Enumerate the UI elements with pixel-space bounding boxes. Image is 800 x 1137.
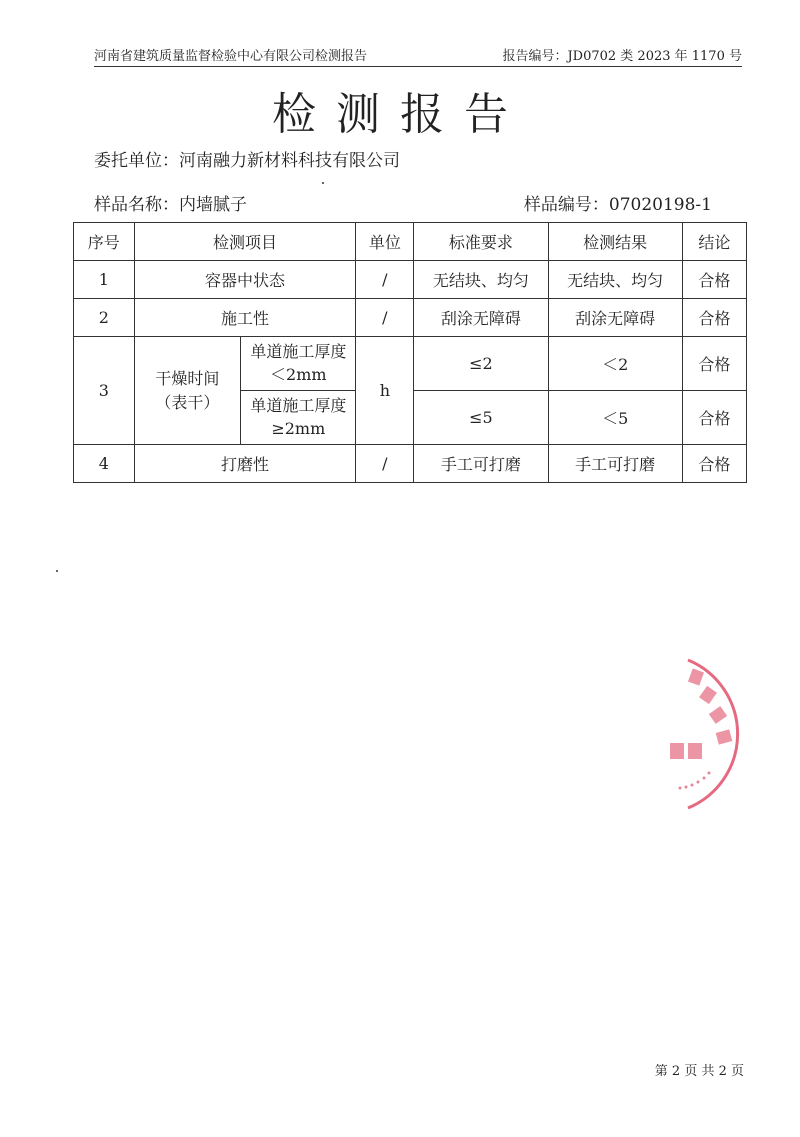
cell-conclusion: 合格 bbox=[682, 337, 746, 391]
cell-result: 刮涂无障碍 bbox=[548, 299, 682, 337]
cell-conclusion: 合格 bbox=[682, 391, 746, 445]
table-row bbox=[74, 445, 747, 483]
header-unit: 单位 bbox=[356, 223, 414, 261]
header-item: 检测项目 bbox=[134, 223, 356, 261]
cell-conclusion: 合格 bbox=[682, 299, 746, 337]
cell-std: 手工可打磨 bbox=[414, 445, 548, 483]
cell-unit: h bbox=[356, 337, 414, 445]
sample-name-value: 内墙腻子 bbox=[179, 195, 247, 215]
test-results-table bbox=[73, 222, 747, 483]
client-line bbox=[94, 146, 400, 171]
sample-line bbox=[94, 190, 712, 215]
page-title: 检测报告 bbox=[272, 89, 528, 140]
table-row bbox=[74, 337, 747, 391]
table-header-row bbox=[74, 223, 747, 261]
table-row bbox=[74, 261, 747, 299]
cell-result: 无结块、均匀 bbox=[548, 261, 682, 299]
cell-unit: / bbox=[356, 299, 414, 337]
cell-item: 打磨性 bbox=[134, 445, 356, 483]
cell-result: ＜2 bbox=[548, 337, 682, 391]
official-seal bbox=[640, 648, 770, 818]
header-report-no: 报告编号：JD0702 类 2023 年 1170 号 bbox=[502, 49, 742, 64]
client-value: 河南融力新材料科技有限公司 bbox=[179, 151, 400, 171]
cell-std: 刮涂无障碍 bbox=[414, 299, 548, 337]
header-seq: 序号 bbox=[74, 223, 135, 261]
page-number: 第 2 页 共 2 页 bbox=[654, 1064, 744, 1079]
cell-std: 无结块、均匀 bbox=[414, 261, 548, 299]
sample-no bbox=[524, 190, 712, 215]
scan-speck bbox=[322, 182, 324, 184]
header-std: 标准要求 bbox=[414, 223, 548, 261]
cell-conclusion: 合格 bbox=[682, 261, 746, 299]
cell-conclusion: 合格 bbox=[682, 445, 746, 483]
sample-no-value: 07020198-1 bbox=[608, 195, 712, 215]
cell-std: ≤2 bbox=[414, 337, 548, 391]
scan-speck bbox=[56, 570, 58, 572]
cell-result: ＜5 bbox=[548, 391, 682, 445]
cell-seq: 3 bbox=[74, 337, 135, 445]
header-org: 河南省建筑质量监督检验中心有限公司检测报告 bbox=[94, 49, 368, 64]
cell-seq: 4 bbox=[74, 445, 135, 483]
cell-item: 施工性 bbox=[134, 299, 356, 337]
table-row bbox=[74, 299, 747, 337]
cell-item-group: 干燥时间（表干） bbox=[134, 337, 241, 445]
cell-subitem: 单道施工厚度≥2mm bbox=[241, 391, 356, 445]
sample-name bbox=[94, 190, 247, 215]
cell-item: 容器中状态 bbox=[134, 261, 356, 299]
header-result: 检测结果 bbox=[548, 223, 682, 261]
cell-subitem: 单道施工厚度＜2mm bbox=[241, 337, 356, 391]
client-label: 委托单位： bbox=[94, 151, 179, 171]
cell-unit: / bbox=[356, 445, 414, 483]
sample-name-label: 样品名称： bbox=[94, 195, 179, 215]
report-header bbox=[94, 42, 742, 67]
sample-no-label: 样品编号： bbox=[523, 195, 609, 215]
cell-result: 手工可打磨 bbox=[548, 445, 682, 483]
cell-unit: / bbox=[356, 261, 414, 299]
cell-std: ≤5 bbox=[414, 391, 548, 445]
cell-seq: 1 bbox=[74, 261, 135, 299]
cell-seq: 2 bbox=[74, 299, 135, 337]
header-conclusion: 结论 bbox=[682, 223, 746, 261]
